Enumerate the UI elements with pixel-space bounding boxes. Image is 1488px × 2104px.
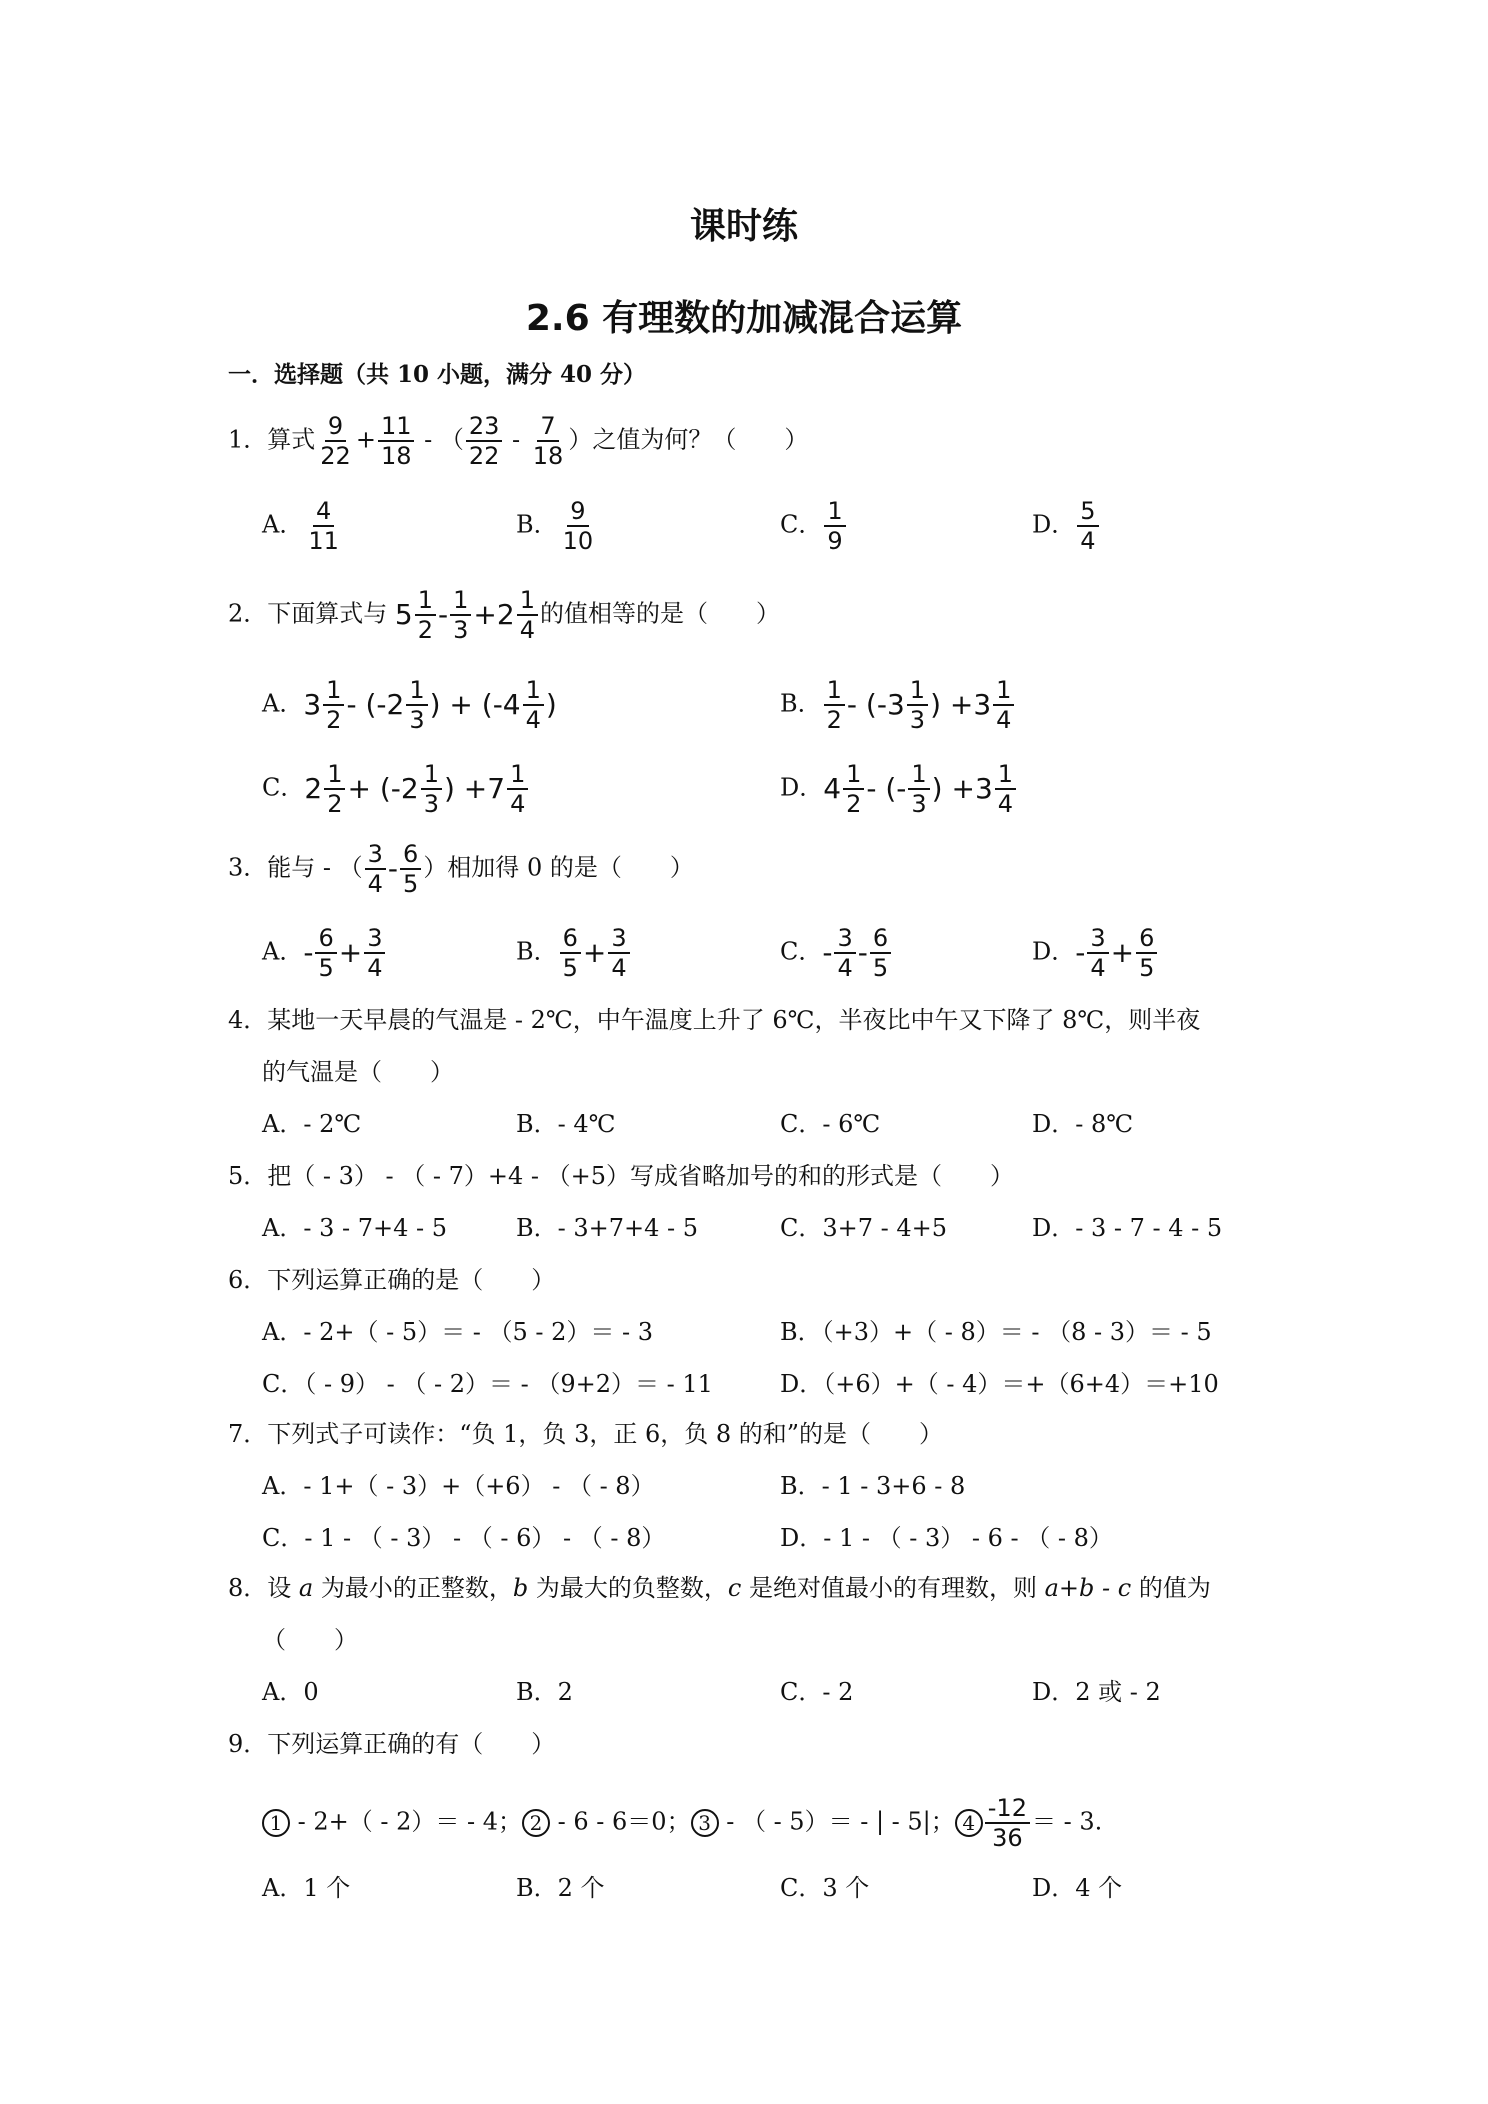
question-6: 6．下列运算正确的是（ ）	[228, 1266, 556, 1294]
q8-option-d: D．2 或 - 2	[1032, 1678, 1161, 1706]
q2-option-a: A． 3 $\frac{1}{2}$ - (-2 $\frac{1}{3}$ ) + (-4 $\frac{1}{4}$ )	[262, 676, 557, 734]
question-5: 5．把（ - 3） - （ - 7）+4 - （+5）写成省略加号的和的形式是（ ）	[228, 1162, 1015, 1190]
q7-option-a: A．- 1+（ - 3）+（+6） - （ - 8）	[262, 1472, 655, 1500]
q4-option-c: C．- 6℃	[780, 1110, 881, 1138]
q1-frac-4: $\frac{7}{18}$	[532, 412, 564, 470]
question-8-line-1: 8．设 a 为最小的正整数，b 为最大的负整数，c 是绝对值最小的有理数，则 a+b - c 的值为	[228, 1574, 1211, 1602]
q6-option-a: A．- 2+（ - 5）＝ - （5 - 2）＝ - 3	[262, 1318, 653, 1346]
q1-option-b: B． $\frac{9}{10}$	[516, 497, 594, 555]
question-9: 9．下列运算正确的有（ ）	[228, 1730, 556, 1758]
circled-1: 1	[262, 1809, 290, 1837]
q7-option-c: C．- 1 - （ - 3） - （ - 6） - （ - 8）	[262, 1524, 666, 1552]
q6-option-b: B．（+3）+（ - 8）＝ - （8 - 3）＝ - 5	[780, 1318, 1212, 1346]
q3-option-c: C． - $\frac{3}{4}$ - $\frac{6}{5}$	[780, 924, 893, 982]
q1-prefix: 1．算式	[228, 425, 316, 454]
q5-option-c: C．3+7 - 4+5	[780, 1214, 948, 1242]
q5-option-a: A．- 3 - 7+4 - 5	[262, 1214, 447, 1242]
circled-3: 3	[691, 1809, 719, 1837]
q7-option-d: D．- 1 - （ - 3） - 6 - （ - 8）	[780, 1524, 1113, 1552]
q1-frac-2: $\frac{11}{18}$	[378, 412, 415, 470]
q4-option-a: A．- 2℃	[262, 1110, 362, 1138]
q6-option-c: C．（ - 9） - （ - 2）＝ - （9+2）＝ - 11	[262, 1370, 713, 1398]
q7-option-b: B．- 1 - 3+6 - 8	[780, 1472, 966, 1500]
question-2: 2．下面算式与 5 $\frac{1}{2}$ - $\frac{1}{3}$ +2 $\frac{1}{4}$ 的值相等的是（ ）	[228, 586, 780, 644]
q2-option-b: B． $\frac{1}{2}$ - (-3 $\frac{1}{3}$ ) +3 $\frac{1}{4}$	[780, 676, 1016, 734]
q3-option-a: A． - $\frac{6}{5}$ + $\frac{3}{4}$	[262, 924, 387, 982]
q1-option-d: D． $\frac{5}{4}$	[1032, 497, 1101, 555]
q8-option-c: C．- 2	[780, 1678, 854, 1706]
q9-statements: 1 - 2+（ - 2）＝ - 4； 2 - 6 - 6＝0； 3 - （ - 5）＝ - | - 5|； 4 $\frac{-12}{36}$ ＝ - 3.	[262, 1794, 1102, 1852]
page-subtitle: 2.6 有理数的加减混合运算	[525, 298, 963, 339]
q8-option-a: A．0	[262, 1678, 319, 1706]
q1-option-a: A． $\frac{4}{11}$	[262, 497, 339, 555]
q5-option-b: B．- 3+7+4 - 5	[516, 1214, 699, 1242]
circled-2: 2	[522, 1809, 550, 1837]
circled-4: 4	[955, 1809, 983, 1837]
q3-option-d: D． - $\frac{3}{4}$ + $\frac{6}{5}$	[1032, 924, 1159, 982]
q9-option-a: A．1 个	[262, 1874, 351, 1902]
q1-frac-1: $\frac{9}{22}$	[320, 412, 351, 470]
q4-option-d: D．- 8℃	[1032, 1110, 1134, 1138]
question-8-line-2: （ ）	[262, 1626, 358, 1654]
q9-option-d: D．4 个	[1032, 1874, 1123, 1902]
q9-option-c: C．3 个	[780, 1874, 870, 1902]
question-7: 7．下列式子可读作：“负 1，负 3，正 6，负 8 的和”的是（ ）	[228, 1420, 944, 1448]
q4-option-b: B．- 4℃	[516, 1110, 616, 1138]
q9-option-b: B．2 个	[516, 1874, 605, 1902]
q6-option-d: D．（+6）+（ - 4）＝+（6+4）＝+10	[780, 1370, 1219, 1398]
question-3: 3．能与 - （ $\frac{3}{4}$ - $\frac{6}{5}$ ）相加得 0 的是（ ）	[228, 840, 694, 898]
q2-option-d: D． 4 $\frac{1}{2}$ - (- $\frac{1}{3}$ ) +3 $\frac{1}{4}$	[780, 760, 1018, 818]
q3-option-b: B． $\frac{6}{5}$ + $\frac{3}{4}$	[516, 924, 632, 982]
question-4-line-1: 4．某地一天早晨的气温是 - 2℃，中午温度上升了 6℃，半夜比中午又下降了 8℃，则半夜	[228, 1006, 1201, 1034]
question-4-line-2: 的气温是（ ）	[262, 1058, 454, 1086]
page-title: 课时练	[689, 206, 798, 247]
q1-frac-3: $\frac{23}{22}$	[466, 412, 503, 470]
question-1: 1．算式 $\frac{9}{22}$ + $\frac{11}{18}$ - （ $\frac{23}{22}$ - $\frac{7}{18}$ ）之值为何？（ ）	[228, 412, 809, 470]
section-heading: 一．选择题（共 10 小题，满分 40 分）	[228, 361, 647, 388]
q5-option-d: D．- 3 - 7 - 4 - 5	[1032, 1214, 1223, 1242]
q8-option-b: B．2	[516, 1678, 573, 1706]
q2-option-c: C． 2 $\frac{1}{2}$ + (-2 $\frac{1}{3}$ ) +7 $\frac{1}{4}$	[262, 760, 530, 818]
q1-option-c: C． $\frac{1}{9}$	[780, 497, 848, 555]
